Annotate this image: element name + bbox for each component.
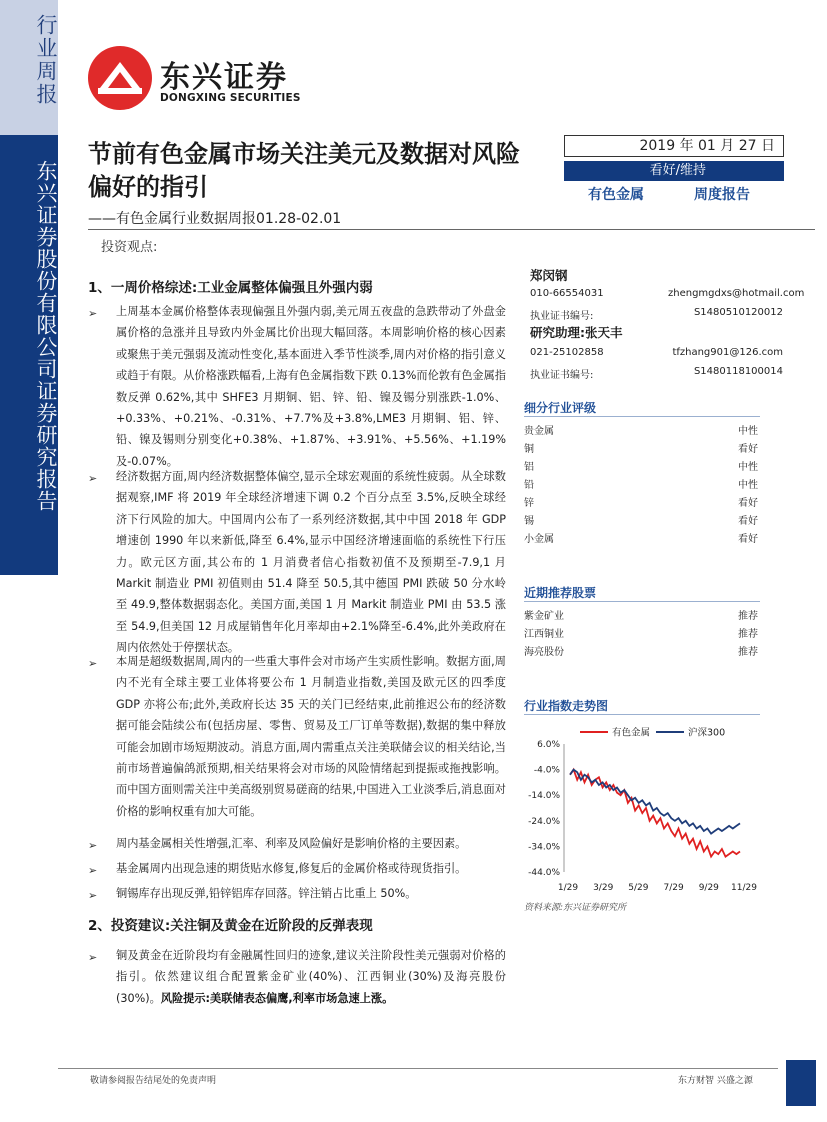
list-item: 铜 [524, 444, 534, 455]
section-heading-2: 2、投资建议:关注铜及黄金在近阶段的反弹表现 [88, 918, 373, 934]
x-tick-label: 1/29 [557, 883, 579, 893]
rating-value: 推荐 [738, 611, 758, 622]
company-report-label: 东兴证券股份有限公司证券研究报告 [34, 160, 58, 512]
invest-view-label: 投资观点: [101, 240, 158, 255]
recommended-heading: 近期推荐股票 [524, 586, 597, 600]
legend-label: 沪深300 [688, 727, 726, 739]
footer-color-block [786, 1060, 816, 1106]
paragraph: 周内基金属相关性增强,汇率、利率及风险偏好是影响价格的主要因素。 [116, 837, 467, 850]
rating-value: 中性 [738, 480, 758, 491]
rating-value: 推荐 [738, 629, 758, 640]
paragraph: 本周是超级数据周,周内的一些重大事件会对市场产生实质性影响。数据方面,周内不光有全球主要工业体将要公布 1 月制造业指数,美国及欧元区的四季度 GDP 亦将公布;此外,美政府长达 35 天的关门已经结束,此前推迟公布的经济数据可能会陆续公布(包括房屋、零售、贸易及工厂订单等数据),数据的集中释放可能会加剧市场短期波动。消息方面,周内需重点关注美联储会议的相关结论,当前市场普遍偏鸽派预期,相关结果将会对市场的风险情绪起到提振或拖拽影响。而中国方面则需关注中美高级别贸易磋商的结果,中国进入工业淡季后,消息面对价格的影响权重有加大可能。 [116, 655, 506, 818]
bullet-icon: ➢ [88, 307, 98, 320]
legend-label: 有色金属 [612, 727, 651, 739]
report-title: 节前有色金属市场关注美元及数据对风险偏好的指引 [88, 140, 520, 201]
index-trend-chart [520, 720, 770, 895]
y-tick-label: 6.0% [537, 740, 560, 750]
paragraph [116, 945, 506, 1009]
divider [524, 601, 760, 602]
list-item: 小金属 [524, 534, 554, 545]
list-item: 铅 [524, 480, 534, 491]
analyst-email[interactable]: zhengmgdxs@hotmail.com [668, 288, 805, 299]
paragraph: 经济数据方面,周内经济数据整体偏空,显示全球宏观面的系统性疲弱。从全球数据观察,IMF 将 2019 年全球经济增速下调 0.2 个百分点至 3.5%,反映全球经济下行风险的加大。中国周内公布了一系列经济数据,其中中国 2018 年 GDP 增速创 1990 年以来新低,降至 6.4%,显示中国经济增速面临的系统性下行压力。欧元区方面,其公布的 1 月消费者信心指数初值不及预期至-7.9,1 月 Markit 制造业 PMI 初值则由 51.4 降至 50.5,其中德国 PMI 跌破 50 分水岭至 49.9,整体数据弱态化。美国方面,美国 1 月 Markit 制造业 PMI 由 53.5 涨至 54.9,但美国 12 月成屋销售年化月率却由+2.1%降至-6.4%,此外美政府在周内依然处于停摆状态。 [116, 470, 506, 655]
cert-label: 执业证书编号: [530, 370, 594, 381]
rating-value: 中性 [738, 462, 758, 473]
list-item: 紫金矿业 [524, 611, 564, 622]
x-tick-label: 3/29 [593, 883, 614, 893]
report-date: 2019 年 01 月 27 日 [564, 135, 784, 157]
list-item: 江西铜业 [524, 629, 564, 640]
rating-value: 中性 [738, 426, 758, 437]
assistant-phone: 021-25102858 [530, 347, 604, 358]
rating-value: 看好 [738, 498, 758, 509]
list-item: 海亮股份 [524, 647, 564, 658]
chart-heading: 行业指数走势图 [524, 699, 609, 713]
bullet-icon: ➢ [88, 864, 98, 877]
y-tick-label: -14.0% [528, 791, 560, 802]
assistant-email[interactable]: tfzhang901@126.com [672, 347, 783, 358]
bullet-icon: ➢ [88, 839, 98, 852]
report-type-tag: 周度报告 [694, 187, 750, 203]
paragraph: 上周基本金属价格整体表现偏强且外强内弱,美元周五夜盘的急跌带动了外盘金属价格的急涨并且导致内外金属比价出现大幅回落。本周影响价格的核心因素或聚焦于美元强弱及流动性变化,基本面进入季节性淡季,周内对价格的指引意义或趋于有限。从价格涨跌幅看,上海有色金属指数下跌 0.13%而伦敦有色金属指数反弹 0.62%,其中 SHFE3 月期铜、铝、锌、铅、镍及锡分别涨跌-1.0%、+0.33%、+0.21%、-0.31%、+7.7%及+3.8%,LME3 月期铜、铝、锌、铅、镍及锡则分别变化+0.38%、+1.87%、+3.91%、+5.56%、+1.19%及-0.07%。 [116, 305, 506, 468]
analyst-name: 郑闵钢 [530, 268, 568, 283]
series-line-1 [570, 770, 740, 857]
y-tick-label: -44.0% [528, 868, 560, 878]
rating-value: 看好 [738, 444, 758, 455]
divider [524, 416, 760, 417]
logo-icon [86, 44, 154, 112]
paragraph-text: 铜及黄金在近阶段均有金融属性回归的迹象,建议关注阶段性美元强弱对价格的指引。依然建议组合配置紫金矿业(40%)、江西铜业(30%)及海亮股份(30%)。 [116, 949, 506, 1005]
x-tick-label: 5/29 [628, 883, 649, 893]
risk-label: 风险提示: [160, 991, 211, 1005]
report-subtitle: ——有色金属行业数据周报01.28-02.01 [88, 211, 342, 227]
y-tick-label: -4.0% [533, 765, 560, 776]
section-heading-1: 1、一周价格综述:工业金属整体偏强且外强内弱 [88, 280, 373, 296]
list-item: 锡 [524, 516, 534, 527]
series-line-2 [570, 770, 740, 834]
chart-source: 资料来源:东兴证券研究所 [524, 903, 627, 913]
x-tick-label: 7/29 [663, 883, 684, 893]
footer-disclaimer: 敬请参阅报告结尾处的免责声明 [90, 1076, 217, 1086]
list-item: 锌 [524, 498, 534, 509]
title-divider [88, 229, 815, 230]
industry-tag: 有色金属 [588, 187, 644, 203]
rating-badge: 看好/维持 [564, 161, 784, 181]
report-category-label: 行业周报 [34, 14, 58, 106]
bullet-icon: ➢ [88, 951, 98, 964]
y-tick-label: -24.0% [528, 816, 560, 827]
logo-text-en: DONGXING SECURITIES [160, 92, 301, 104]
rating-value: 推荐 [738, 647, 758, 658]
logo-text-cn: 东兴证券 [160, 60, 288, 95]
cert-label: 执业证书编号: [530, 311, 594, 322]
assistant-label: 研究助理:张天丰 [530, 325, 623, 340]
cert-number: S1480118100014 [693, 366, 783, 377]
cert-number: S1480510120012 [693, 307, 783, 318]
rating-value: 看好 [738, 516, 758, 527]
list-item: 贵金属 [524, 426, 554, 437]
y-tick-label: -34.0% [528, 842, 560, 853]
footer-slogan: 东方财智 兴盛之源 [678, 1076, 753, 1086]
x-tick-label: 9/29 [698, 883, 719, 893]
sub-industry-heading: 细分行业评级 [524, 401, 597, 415]
risk-text: 美联储表态偏鹰,利率市场急速上涨。 [210, 991, 394, 1005]
analyst-phone: 010-66554031 [530, 288, 604, 299]
divider [524, 714, 760, 715]
paragraph: 基金属周内出现急速的期货贴水修复,修复后的金属价格或待现货指引。 [116, 862, 467, 875]
x-tick-label: 11/29 [731, 883, 757, 893]
bullet-icon: ➢ [88, 657, 98, 670]
bullet-icon: ➢ [88, 472, 98, 485]
footer-divider [58, 1068, 778, 1069]
rating-value: 看好 [738, 534, 758, 545]
list-item: 铝 [524, 462, 534, 473]
paragraph: 铜锡库存出现反弹,铅锌铝库存回落。锌注销占比重上 50%。 [116, 887, 417, 900]
bullet-icon: ➢ [88, 889, 98, 902]
